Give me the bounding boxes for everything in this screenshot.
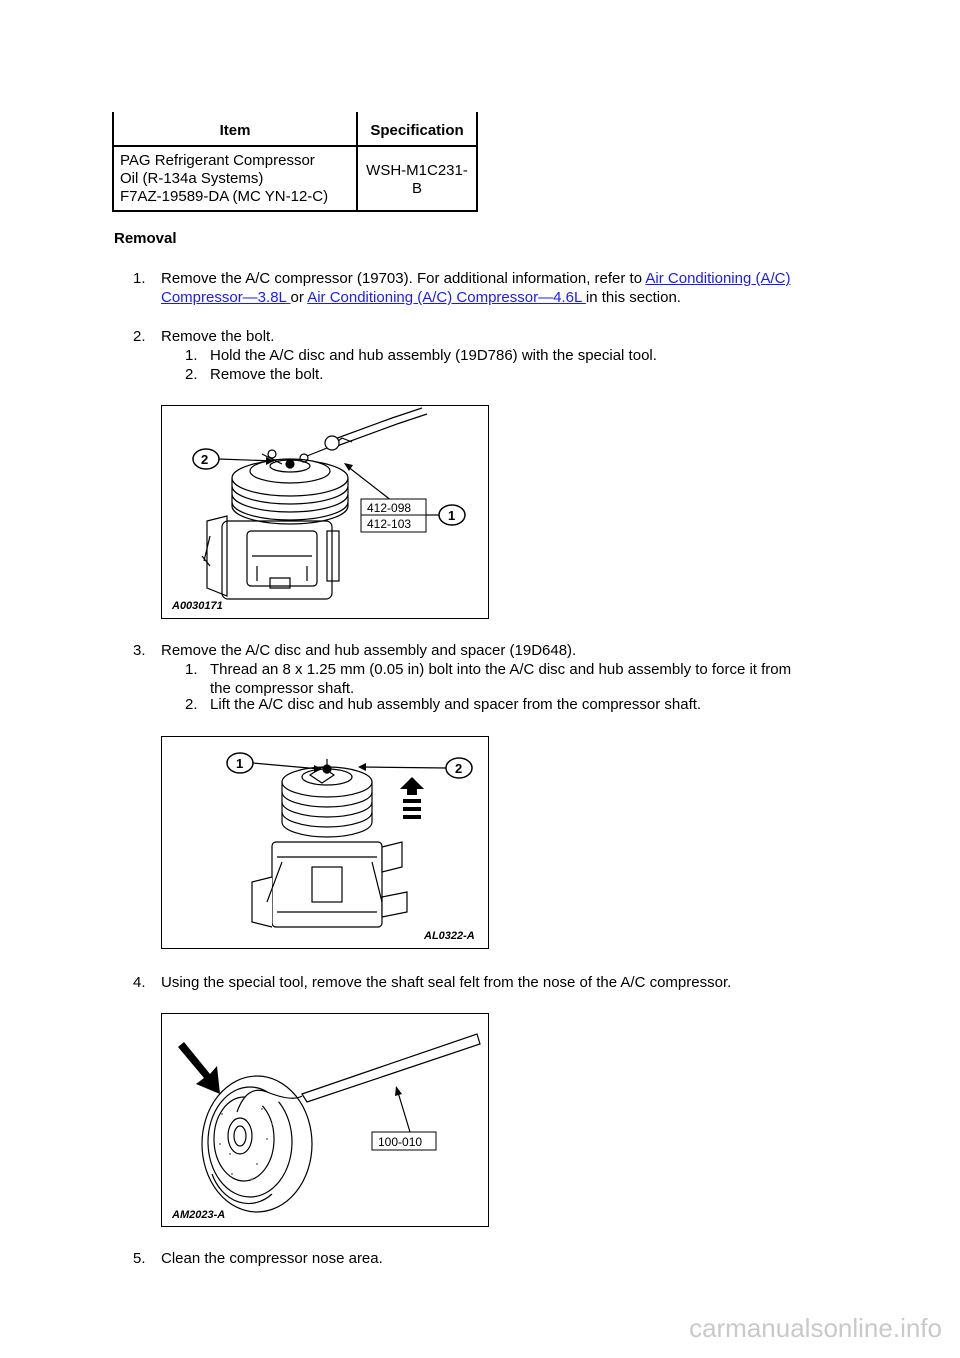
tool-label: 412-098 — [367, 501, 412, 515]
step-5 — [133, 1249, 853, 1269]
figure-seal-felt-removal — [161, 1013, 489, 1227]
specification-table — [112, 112, 478, 212]
pick-tool — [237, 1034, 480, 1112]
compressor-clutch-illustration — [162, 406, 488, 618]
figure-hub-removal — [161, 736, 489, 949]
figure-code: AM2023-A — [172, 1209, 226, 1221]
tool-label: 100-010 — [378, 1135, 423, 1149]
substep-text: Lift the A/C disc and hub assembly and spacer from the compressor shaft. — [210, 696, 702, 713]
step-2 — [133, 327, 853, 347]
callout-number: 1 — [448, 508, 456, 523]
item-line: Oil (R-134a Systems) — [120, 170, 264, 187]
step-text: Using the special tool, remove the shaft seal felt from the nose of the A/C compressor. — [161, 974, 732, 991]
figure-bolt-removal — [161, 405, 489, 619]
callout-2 — [358, 758, 472, 778]
watermark: carmanualsonline.info — [689, 1313, 942, 1343]
section-heading: Removal — [114, 230, 177, 247]
step-text: Clean the compressor nose area. — [161, 1250, 383, 1267]
step-text-part: Remove the A/C compressor (19703). For additional information, refer to — [161, 270, 646, 287]
step-number: 1. — [133, 270, 146, 287]
substep — [185, 695, 855, 715]
step-text — [161, 269, 851, 307]
column-header-item: Item — [113, 112, 357, 146]
step-number: 5. — [133, 1250, 146, 1267]
link-ac-compressor-4-6l[interactable]: Air Conditioning (A/C) Compressor—4.6L — [307, 289, 586, 306]
step-number: 2. — [133, 328, 146, 345]
tool-label: 412-103 — [367, 517, 412, 531]
callout-number: 2 — [455, 761, 463, 776]
step-4 — [133, 973, 853, 993]
substep-number: 2. — [185, 366, 198, 383]
spec-line: WSH-M1C231- — [366, 162, 468, 179]
callout-1 — [344, 463, 465, 532]
substep-number: 1. — [185, 347, 198, 364]
link-ac-compressor-3-8l[interactable]: Air Conditioning (A/C) Compressor—3.8L — [161, 270, 791, 306]
up-arrow-icon — [400, 777, 424, 819]
column-header-specification: Specification — [357, 112, 477, 146]
table-cell-item — [113, 146, 357, 211]
step-number: 3. — [133, 642, 146, 659]
substep-text: Hold the A/C disc and hub assembly (19D786) with the special tool. — [210, 347, 657, 364]
step-number: 4. — [133, 974, 146, 991]
spec-line: B — [411, 180, 422, 197]
substep-text: Thread an 8 x 1.25 mm (0.05 in) bolt into the A/C disc and hub assembly to force it from — [210, 661, 792, 678]
shaft-seal-illustration — [162, 1014, 488, 1226]
compressor-hub-illustration — [162, 737, 488, 948]
figure-code: AL0322-A — [424, 930, 475, 942]
substep-text: Remove the bolt. — [210, 366, 324, 383]
substep — [185, 660, 855, 700]
figure-code: A0030171 — [172, 600, 223, 612]
item-line: PAG Refrigerant Compressor — [120, 152, 315, 169]
table-cell-specification — [357, 146, 477, 211]
substep-number: 1. — [185, 661, 198, 678]
substep — [185, 346, 845, 366]
step-3 — [133, 641, 853, 661]
step-text: Remove the A/C disc and hub assembly and spacer (19D648). — [161, 642, 577, 659]
substep-text: the compressor shaft. — [210, 680, 355, 697]
step-1 — [133, 269, 853, 309]
item-line: F7AZ-19589-DA (MC YN-12-C) — [120, 188, 329, 205]
substep-number: 2. — [185, 696, 198, 713]
step-text-part: or — [290, 289, 308, 306]
pointer-arrow-icon — [178, 1042, 220, 1094]
table-row — [113, 146, 477, 211]
step-text-part: in this section. — [585, 289, 681, 306]
substep — [185, 365, 845, 385]
callout-number: 2 — [201, 452, 209, 467]
step-text: Remove the bolt. — [161, 328, 275, 345]
table-header-row — [113, 112, 477, 146]
callout-number: 1 — [236, 756, 244, 771]
